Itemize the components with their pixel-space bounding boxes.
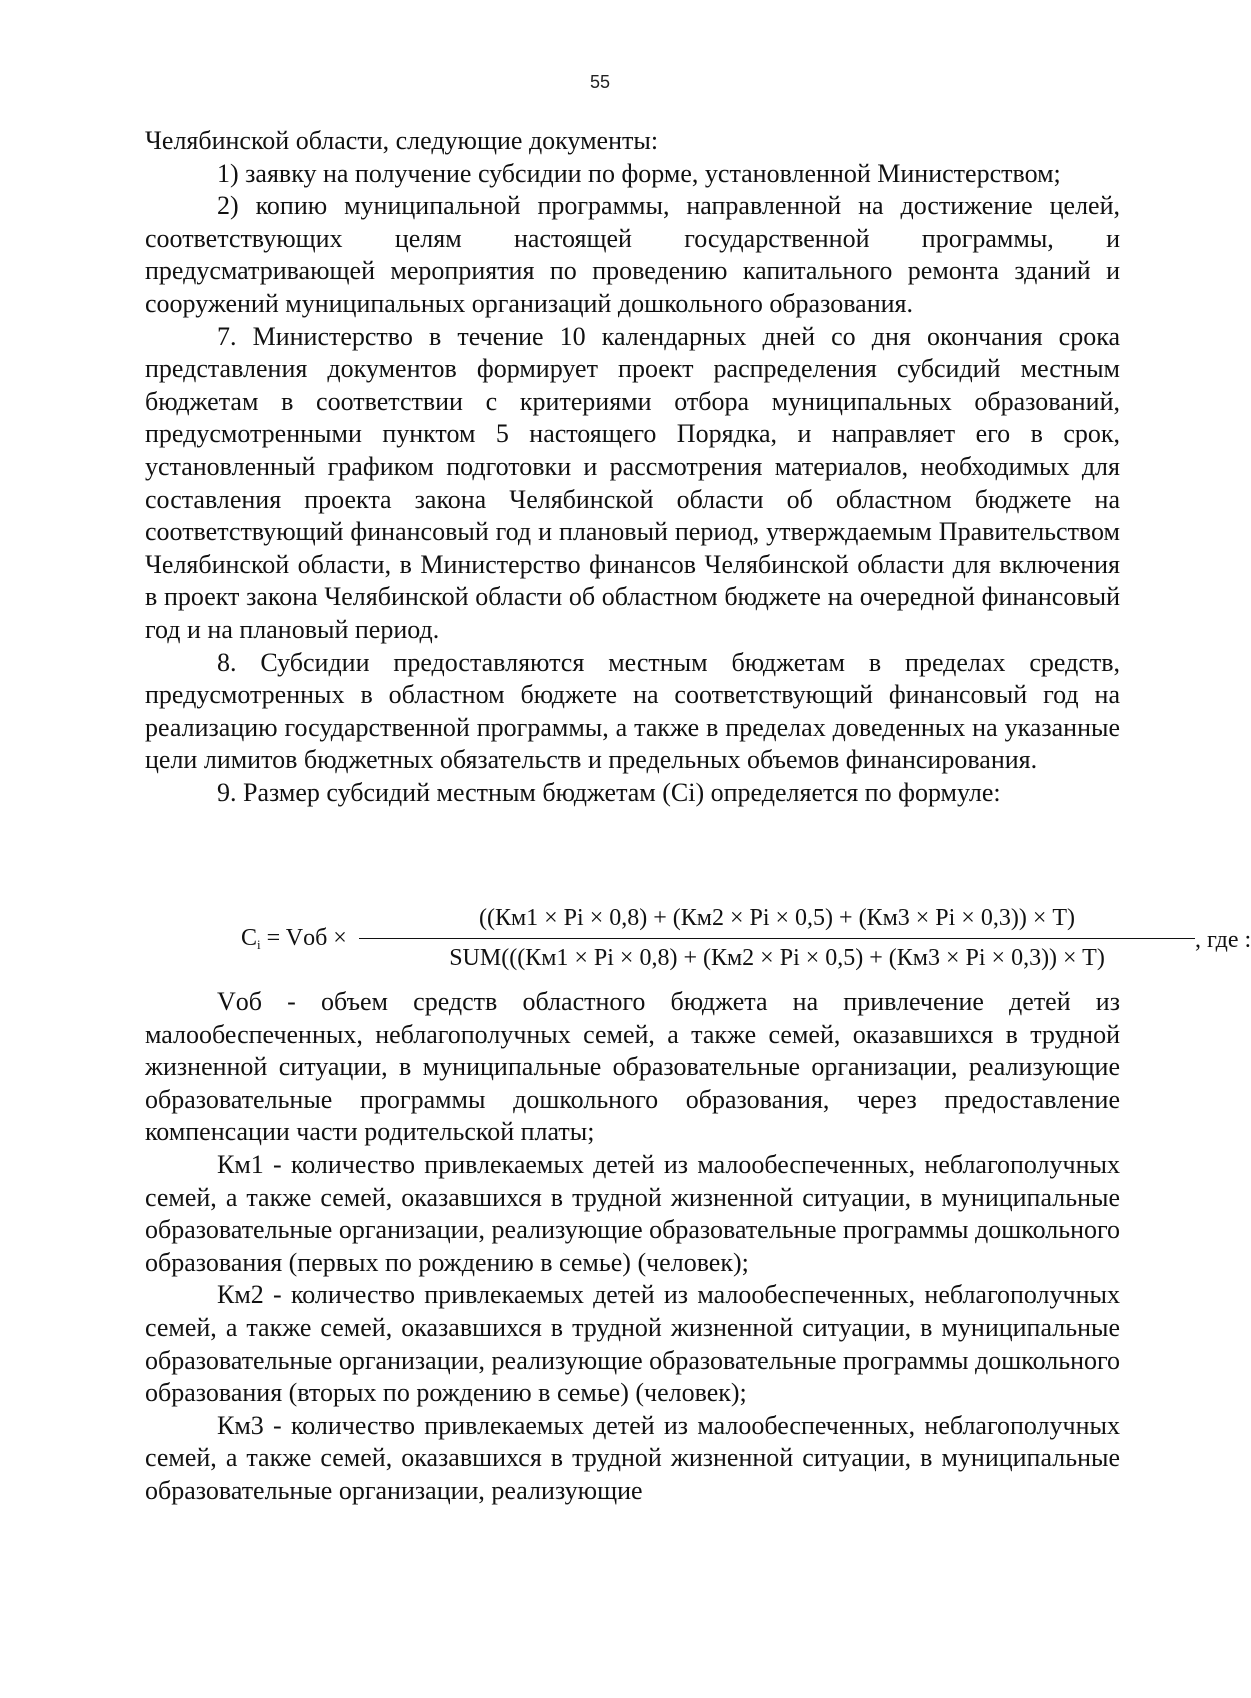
paragraph: Vоб - объем средств областного бюджета на привлечение детей из малообеспеченных, неблагополучных семей, а также семей, оказавшихся в трудной жизненной ситуации, в муниципальные образовательные организации, реализующие образовательные программы дошкольного образования, через предоставление компенсации части родительской платы; bbox=[145, 987, 1120, 1147]
paragraph: Км1 - количество привлекаемых детей из малообеспеченных, неблагополучных семей, а также семей, оказавшихся в трудной жизненной ситуации, в муниципальные образовательные организации, реализующие образовательные программы дошкольного образования (первых по рождению в семье) (человек); bbox=[145, 1149, 1120, 1277]
formula-numerator: ((Км1 × Pi × 0,8) + (Км2 × Pi × 0,5) + (Км3 × Pi × 0,3)) × T) bbox=[478, 905, 1076, 931]
formula-lhs-base: C bbox=[241, 925, 258, 951]
body-text-bottom bbox=[145, 986, 1120, 1508]
paragraph: Км2 - количество привлекаемых детей из малообеспеченных, неблагополучных семей, а также семей, оказавшихся в трудной жизненной ситуации, в муниципальные образовательные организации, реализующие образовательные программы дошкольного образования (вторых по рождению в семье) (человек); bbox=[145, 1280, 1120, 1408]
formula-denominator: SUM(((Км1 × Pi × 0,8) + (Км2 × Pi × 0,5) + (Км3 × Pi × 0,3)) × T) bbox=[449, 945, 1105, 971]
formula-lhs-rest: = Vоб × bbox=[260, 925, 347, 951]
page-number: 55 bbox=[589, 72, 611, 92]
formula-lhs-sub: i bbox=[257, 937, 261, 952]
paragraph: 7. Министерство в течение 10 календарных дней со дня окончания срока представления документов формирует проект распределения субсидий местным бюджетам в соответствии с критериями отбора муниципальных образований, предусмотренными пунктом 5 настоящего Порядка, и направляет его в срок, установленный графиком подготовки и рассмотрения материалов, необходимых для составления проекта закона Челябинской области об областном бюджете на соответствующий финансовый год и плановый период, утверждаемым Правительством Челябинской области, в Министерство финансов Челябинской области для включения в проект закона Челябинской области об областном бюджете на очередной финансовый год и на плановый период. bbox=[145, 321, 1120, 644]
formula-tail: , где : bbox=[1195, 927, 1251, 953]
paragraph: 1) заявку на получение субсидии по форме, установленной Министерством; bbox=[217, 158, 1061, 188]
fraction-bar bbox=[359, 938, 1195, 939]
paragraph: Челябинской области, следующие документы: bbox=[145, 126, 659, 155]
subsidy-formula bbox=[145, 900, 1251, 982]
formula-lhs bbox=[241, 926, 347, 951]
paragraph: 2) копию муниципальной программы, направленной на достижение целей, соответствующих целям настоящей государственной программы, и предусматривающей мероприятия по проведению капитального ремонта зданий и сооружений муниципальных организаций дошкольного образования. bbox=[145, 191, 1120, 318]
body-text-top bbox=[145, 125, 1120, 809]
paragraph: 8. Субсидии предоставляются местным бюджетам в пределах средств, предусмотренных в областном бюджете на соответствующий финансовый год на реализацию государственной программы, а также в пределах доведенных на указанные цели лимитов бюджетных обязательств и предельных объемов финансирования. bbox=[145, 647, 1120, 775]
paragraph: Км3 - количество привлекаемых детей из малообеспеченных, неблагополучных семей, а также семей, оказавшихся в трудной жизненной ситуации, в муниципальные образовательные организации, реализующие bbox=[145, 1410, 1120, 1505]
paragraph: 9. Размер субсидий местным бюджетам (Ci) определяется по формуле: bbox=[217, 777, 1001, 807]
